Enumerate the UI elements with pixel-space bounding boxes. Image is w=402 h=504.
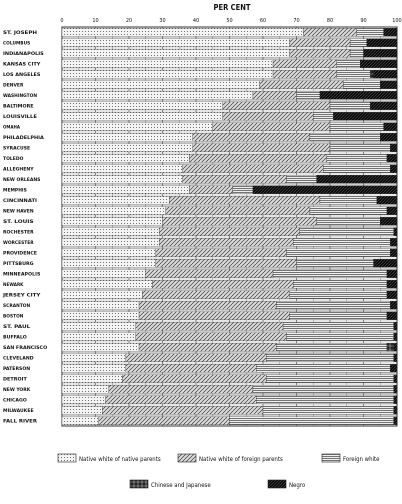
bar-segment-negro	[387, 291, 397, 299]
chart-title: PER CENT	[213, 3, 251, 12]
bar-segment-native-foreign	[303, 28, 357, 36]
bar-segment-native-native	[62, 217, 163, 225]
bar-segment-foreign-white	[300, 228, 394, 236]
bar-segment-foreign-white	[310, 133, 380, 141]
bar-segment-foreign-white	[343, 81, 380, 89]
x-tick-label: 10	[92, 18, 99, 24]
category-label: NEW HAVEN	[3, 209, 32, 215]
bar-segment-native-native	[62, 343, 139, 351]
bar-segment-negro	[333, 112, 397, 120]
category-label: LOUISVILLE	[3, 115, 30, 121]
bar-segment-negro	[390, 144, 397, 152]
bar-segment-foreign-white	[266, 375, 393, 383]
category-label: FALL RIVER	[3, 419, 30, 425]
category-label: ST. JOSEPH	[3, 31, 29, 37]
bar-segment-negro	[394, 406, 397, 414]
bar-segment-native-native	[62, 81, 260, 89]
bar-segment-negro	[253, 186, 397, 194]
bar-segment-native-native	[62, 28, 303, 36]
bar-segment-foreign-white	[233, 186, 253, 194]
bar-segment-negro	[387, 270, 397, 278]
bar-segment-negro	[384, 28, 397, 36]
bar-segment-native-foreign	[223, 102, 330, 110]
bar-segment-native-foreign	[159, 238, 293, 246]
x-tick-label: 100	[392, 18, 402, 24]
bar-segment-negro	[394, 343, 397, 351]
bar-segment-negro	[364, 49, 398, 57]
bar-segment-native-native	[62, 207, 166, 215]
category-label: TOLEDO	[3, 157, 22, 163]
bar-segment-negro	[320, 91, 397, 99]
bar-segment-foreign-white	[317, 217, 381, 225]
category-label: SAN FRANCISCO	[3, 346, 41, 352]
bar-segment-native-native	[62, 91, 253, 99]
bar-segment-negro	[390, 364, 397, 372]
category-label: WASHINGTON	[3, 94, 36, 100]
category-label: SCRANTON	[3, 304, 29, 310]
bar-segment-negro	[394, 385, 397, 393]
bar-segment-native-native	[62, 312, 139, 320]
bar-segment-native-foreign	[189, 154, 326, 162]
bar-segment-native-native	[62, 196, 169, 204]
bar-segment-foreign-white	[350, 49, 363, 57]
bar-segment-native-foreign	[169, 196, 320, 204]
category-label: ST. LOUIS	[3, 220, 25, 226]
x-tick-label: 70	[293, 18, 300, 24]
bar-segment-foreign-white	[273, 270, 387, 278]
category-label: ST. PAUL	[3, 325, 23, 331]
bar-segment-native-native	[62, 333, 136, 341]
bar-segment-native-foreign	[99, 417, 230, 425]
bar-segment-native-foreign	[253, 91, 297, 99]
bar-segment-foreign-white	[293, 238, 390, 246]
bar-segment-native-native	[62, 112, 223, 120]
bar-segment-native-foreign	[122, 375, 266, 383]
bar-segment-negro	[380, 133, 397, 141]
bar-segment-foreign-white	[263, 406, 394, 414]
category-label: KANSAS CITY	[3, 62, 34, 68]
bar-segment-native-foreign	[273, 70, 337, 78]
bar-segment-native-foreign	[183, 165, 324, 173]
bar-segment-native-foreign	[142, 291, 289, 299]
bar-segment-foreign-white	[286, 249, 390, 257]
bar-segment-native-foreign	[193, 144, 330, 152]
bar-segment-native-native	[62, 301, 139, 309]
x-tick-label: 0	[60, 18, 64, 24]
bar-segment-foreign-white	[290, 312, 387, 320]
bar-segment-foreign-white	[283, 322, 394, 330]
x-tick-label: 90	[360, 18, 367, 24]
category-label: PITTSBURG	[3, 262, 30, 268]
legend-label: Native white of native parents	[79, 456, 161, 463]
bar-segment-negro	[394, 396, 397, 404]
legend-label: Negro	[289, 482, 306, 489]
legend-swatch-native-native	[58, 454, 76, 462]
bar-segment-negro	[317, 175, 397, 183]
bar-segment-native-native	[62, 385, 109, 393]
bar-segment-foreign-white	[276, 343, 387, 351]
x-tick-labels	[60, 18, 401, 24]
bar-segment-foreign-white	[313, 112, 333, 120]
bar-segment-native-native	[62, 133, 193, 141]
x-tick-label: 40	[192, 18, 200, 24]
bar-segment-native-foreign	[126, 354, 267, 362]
category-label: PHILADELPHIA	[3, 136, 37, 142]
category-label: BUFFALO	[3, 335, 24, 341]
bar-segment-native-native	[62, 228, 159, 236]
bar-segment-native-native	[62, 291, 142, 299]
legend-swatch-foreign-white	[322, 454, 340, 462]
bar-segment-negro	[394, 228, 397, 236]
category-label: MILWAUKEE	[3, 409, 31, 415]
legend-swatch-negro	[268, 480, 286, 488]
bar-segment-negro	[377, 196, 397, 204]
bar-segment-native-native	[62, 280, 152, 288]
category-label: MINNEAPOLIS	[3, 272, 36, 278]
bar-segment-foreign-white	[276, 301, 390, 309]
bar-segment-native-native	[62, 186, 189, 194]
bar-segment-native-native	[62, 175, 183, 183]
bar-segment-native-foreign	[166, 207, 310, 215]
category-label: WORCESTER	[3, 241, 32, 247]
bar-segment-foreign-white	[323, 165, 390, 173]
bar-segment-native-foreign	[156, 259, 297, 267]
category-label: DENVER	[3, 83, 22, 89]
x-tick-label: 50	[226, 18, 233, 24]
legend-label: Native white of foreign parents	[199, 456, 283, 463]
bar-segment-negro	[387, 154, 397, 162]
category-label: CLEVELAND	[3, 356, 31, 362]
bar-segment-native-foreign	[109, 385, 253, 393]
bar-segment-native-native	[62, 270, 146, 278]
bar-segment-foreign-white	[286, 333, 393, 341]
bar-segment-native-native	[62, 49, 290, 57]
bar-segment-negro	[374, 70, 397, 78]
bar-segment-foreign-white	[330, 102, 370, 110]
bar-segment-native-foreign	[156, 249, 287, 257]
bar-segment-negro	[387, 207, 397, 215]
bar-segment-foreign-white	[230, 417, 394, 425]
bar-segment-negro	[390, 238, 397, 246]
bar-segment-foreign-white	[337, 60, 360, 68]
bar-segment-native-foreign	[152, 280, 293, 288]
bar-segment-native-native	[62, 102, 223, 110]
bar-segment-native-foreign	[139, 301, 276, 309]
category-labels	[2, 30, 48, 425]
category-label: PATERSON	[3, 367, 28, 373]
bar-segment-negro	[380, 217, 397, 225]
category-label: NEW YORK	[3, 388, 29, 394]
bar-segment-native-native	[62, 417, 99, 425]
bar-segment-negro	[380, 81, 397, 89]
category-label: INDIANAPOLIS	[3, 52, 37, 58]
bar-segment-negro	[394, 333, 397, 341]
bar-segment-native-foreign	[159, 228, 300, 236]
bar-segment-foreign-white	[320, 196, 377, 204]
bar-segment-negro	[374, 259, 397, 267]
bar-segment-native-foreign	[136, 333, 287, 341]
bar-segment-foreign-white	[256, 396, 393, 404]
bar-segment-native-foreign	[189, 186, 233, 194]
bar-segment-chinese-japanese	[370, 70, 373, 78]
x-tick-label: 60	[259, 18, 267, 24]
bar-segment-native-foreign	[273, 60, 337, 68]
bar-segment-foreign-white	[337, 70, 371, 78]
bar-segment-negro	[394, 417, 397, 425]
category-label: LOS ANGELES	[3, 73, 35, 79]
category-label: ALLEGHENY	[3, 167, 31, 173]
category-label: CHICAGO	[3, 398, 25, 404]
bar-segment-native-foreign	[290, 39, 350, 47]
category-label: JERSEY CITY	[3, 293, 32, 299]
bar-segment-native-native	[62, 375, 122, 383]
bar-segment-native-foreign	[193, 133, 310, 141]
bar-segment-foreign-white	[327, 154, 387, 162]
bar-segment-native-foreign	[136, 322, 283, 330]
bar-segment-native-native	[62, 396, 106, 404]
bar-segment-foreign-white	[357, 28, 384, 36]
category-label: SYRACUSE	[3, 146, 28, 152]
bar-segment-native-native	[62, 406, 102, 414]
bar-segment-native-foreign	[146, 270, 273, 278]
bar-segment-negro	[394, 354, 397, 362]
bar-segment-native-foreign	[183, 175, 287, 183]
bar-segment-native-native	[62, 322, 136, 330]
bar-segment-native-native	[62, 238, 159, 246]
bar-segment-native-native	[62, 39, 290, 47]
bar-segment-negro	[394, 375, 397, 383]
bar-segment-native-foreign	[139, 343, 276, 351]
bar-segment-native-native	[62, 123, 213, 131]
bar-segment-negro	[390, 249, 397, 257]
bar-segment-foreign-white	[297, 91, 320, 99]
bar-segment-foreign-white	[256, 364, 390, 372]
bar-segment-chinese-japanese	[387, 343, 394, 351]
bar-segment-native-foreign	[126, 364, 257, 372]
bar-segment-native-foreign	[213, 123, 330, 131]
bar-segment-native-native	[62, 364, 126, 372]
bar-segment-native-foreign	[106, 396, 257, 404]
bar-segment-foreign-white	[253, 385, 394, 393]
x-tick-label: 20	[125, 18, 133, 24]
bar-segment-native-foreign	[290, 49, 350, 57]
bar-segment-native-foreign	[163, 217, 317, 225]
legend-swatch-native-foreign	[178, 454, 196, 462]
bar-segment-negro	[367, 39, 397, 47]
bar-segment-negro	[394, 322, 397, 330]
legend	[58, 454, 380, 489]
bar-segment-foreign-white	[293, 280, 387, 288]
legend-label: Foreign white	[343, 456, 380, 463]
bar-segment-negro	[387, 312, 397, 320]
category-label: OMAHA	[3, 125, 21, 131]
category-label: MEMPHIS	[3, 188, 26, 194]
bar-segment-native-foreign	[260, 81, 344, 89]
bar-segment-foreign-white	[286, 175, 316, 183]
category-label: COLUMBUS	[3, 41, 29, 47]
category-label: BOSTON	[3, 314, 23, 320]
bar-segment-native-native	[62, 154, 189, 162]
bar-segment-native-foreign	[102, 406, 263, 414]
bar-segment-negro	[384, 123, 397, 131]
bar-segment-foreign-white	[350, 39, 367, 47]
bar-segment-native-native	[62, 144, 193, 152]
bar-segment-negro	[390, 301, 397, 309]
category-label: ROCHESTER	[3, 230, 31, 236]
bar-segment-native-foreign	[223, 112, 313, 120]
bar-segment-negro	[370, 102, 397, 110]
legend-label: Chinese and Japanese	[151, 482, 211, 489]
bar-segment-native-native	[62, 354, 126, 362]
bar-segment-foreign-white	[310, 207, 387, 215]
bar-segment-foreign-white	[266, 354, 393, 362]
bar-segment-native-native	[62, 259, 156, 267]
bar-segment-foreign-white	[330, 123, 384, 131]
legend-swatch-chinese-japanese	[130, 480, 148, 488]
bar-segment-foreign-white	[330, 144, 390, 152]
category-label: BALTIMORE	[3, 104, 30, 110]
category-label: PROVIDENCE	[3, 251, 33, 257]
category-label: NEWARK	[3, 283, 24, 289]
category-label: CINCINNATI	[3, 199, 30, 205]
bar-segment-native-native	[62, 60, 273, 68]
bar-segment-native-foreign	[139, 312, 290, 320]
bar-segment-negro	[390, 165, 397, 173]
bar-segment-foreign-white	[297, 259, 374, 267]
bar-segment-foreign-white	[290, 291, 387, 299]
x-tick-label: 80	[326, 18, 334, 24]
bar-segment-native-native	[62, 249, 156, 257]
category-label: DETROIT	[3, 377, 24, 383]
bar-segment-native-native	[62, 165, 183, 173]
bar-segment-negro	[360, 60, 397, 68]
category-label: NEW ORLEANS	[3, 178, 38, 184]
x-tick-label: 30	[159, 18, 166, 24]
bar-segment-native-native	[62, 70, 273, 78]
bar-segment-negro	[387, 280, 397, 288]
